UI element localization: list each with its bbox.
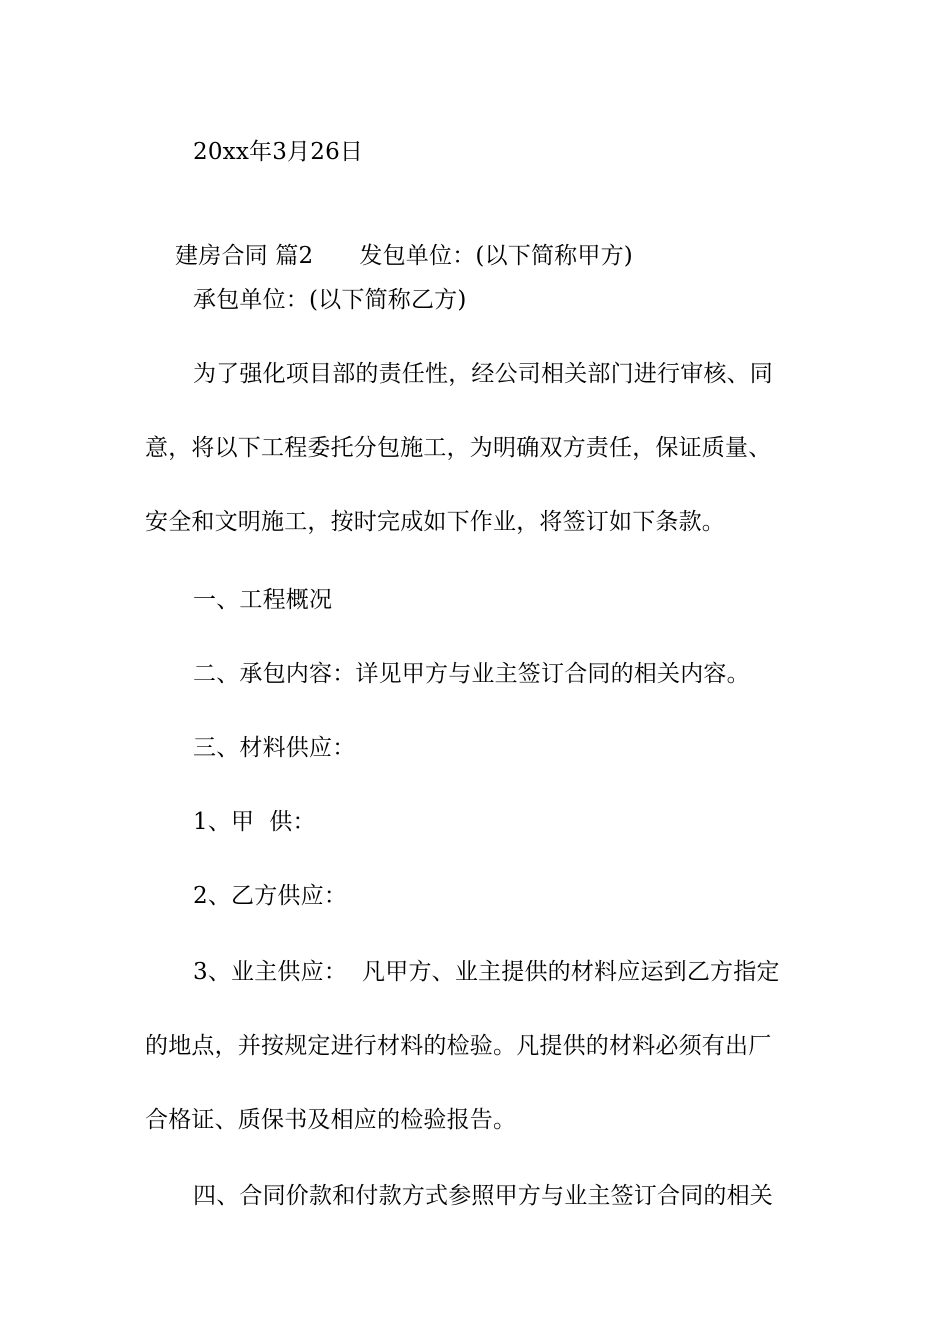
party-b-line: 承包单位：(以下简称乙方) — [193, 287, 467, 313]
supply-item-3-line-3: 合格证、质保书及相应的检验报告。 — [145, 1107, 517, 1133]
intro-paragraph-line-2: 意，将以下工程委托分包施工，为明确双方责任，保证质量、 — [145, 435, 772, 461]
supply-item-3-line-1: 3、业主供应： 凡甲方、业主提供的材料应运到乙方指定 — [193, 959, 780, 985]
intro-paragraph-line-1: 为了强化项目部的责任性，经公司相关部门进行审核、同 — [193, 361, 773, 387]
date-line: 20xx年3月26日 — [193, 139, 364, 165]
intro-paragraph-line-3: 安全和文明施工，按时完成如下作业，将签订如下条款。 — [145, 509, 725, 535]
supply-item-2: 2、乙方供应： — [193, 883, 348, 909]
party-a-line: 发包单位：(以下简称甲方) — [359, 243, 633, 269]
section-2-heading: 二、承包内容：详见甲方与业主签订合同的相关内容。 — [193, 661, 750, 687]
section-4-heading: 四、合同价款和付款方式参照甲方与业主签订合同的相关 — [193, 1183, 773, 1209]
supply-item-3-line-2: 的地点，并按规定进行材料的检验。凡提供的材料必须有出厂 — [145, 1033, 772, 1059]
contract-title: 建房合同 篇2 — [175, 243, 314, 269]
supply-item-1: 1、甲 供： — [193, 809, 316, 835]
section-1-heading: 一、工程概况 — [193, 587, 333, 613]
section-3-heading: 三、材料供应： — [193, 735, 356, 761]
